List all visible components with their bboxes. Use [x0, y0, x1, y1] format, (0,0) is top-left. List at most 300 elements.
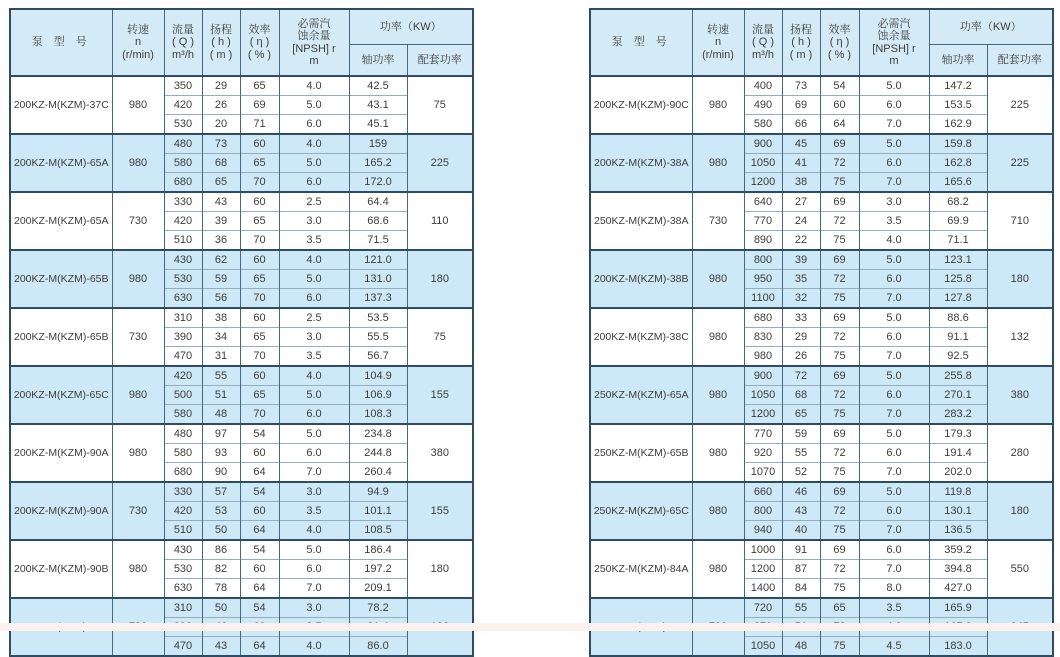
flow-cell: 1200: [744, 560, 782, 579]
flow-cell: 430: [164, 250, 202, 270]
shaft-power-cell: 55.5: [349, 328, 407, 347]
npsh-cell: 6.0: [279, 560, 349, 579]
shaft-power-cell: 255.8: [929, 366, 987, 386]
npsh-cell: 5.0: [279, 386, 349, 405]
head-cell: 24: [782, 212, 820, 231]
head-cell: 55: [782, 598, 820, 618]
table-body: [10, 76, 473, 656]
speed-cell: 730: [112, 192, 164, 250]
table-row: [590, 308, 1053, 328]
npsh-cell: 6.0: [279, 405, 349, 425]
speed-cell: 980: [692, 134, 744, 192]
head-cell: 78: [202, 579, 240, 599]
eff-cell: 70: [240, 405, 279, 425]
flow-cell: 680: [164, 463, 202, 483]
shaft-power-cell: 427.0: [929, 579, 987, 599]
head-cell: 26: [782, 347, 820, 367]
speed-cell: 730: [112, 482, 164, 540]
header-speed: 转速 n (r/min): [112, 9, 164, 76]
flow-cell: 800: [744, 250, 782, 270]
shaft-power-cell: 162.8: [929, 154, 987, 173]
model-cell: 200KZ-M(KZM)-90C: [590, 76, 692, 134]
head-cell: 46: [782, 482, 820, 502]
shaft-power-cell: 68.6: [349, 212, 407, 231]
header-shaft-power: 轴功率: [929, 45, 987, 77]
header-npsh: 必需汽 蚀余量 [NPSH] r m: [859, 9, 929, 76]
shaft-power-cell: 45.1: [349, 115, 407, 135]
shaft-power-cell: 202.0: [929, 463, 987, 483]
head-cell: 53: [202, 502, 240, 521]
flow-cell: 530: [164, 270, 202, 289]
npsh-cell: 7.0: [859, 560, 929, 579]
npsh-cell: 4.0: [279, 521, 349, 541]
model-cell: 200KZ-M(KZM)-90A: [10, 482, 112, 540]
npsh-cell: 6.0: [859, 328, 929, 347]
npsh-cell: 3.5: [859, 598, 929, 618]
head-cell: 65: [782, 405, 820, 425]
shaft-power-cell: 69.9: [929, 212, 987, 231]
head-cell: 73: [782, 76, 820, 96]
npsh-cell: 7.0: [279, 463, 349, 483]
pump-spec-table-left: [9, 8, 474, 657]
shaft-power-cell: 119.8: [929, 482, 987, 502]
head-cell: 56: [202, 289, 240, 309]
header-npsh: 必需汽 蚀余量 [NPSH] r m: [279, 9, 349, 76]
motor-power-cell: 180: [987, 250, 1053, 308]
pump-table: [9, 8, 474, 657]
model-cell: 250KZ-M(KZM)-65B: [590, 424, 692, 482]
flow-cell: 950: [744, 270, 782, 289]
shaft-power-cell: 104.9: [349, 366, 407, 386]
model-cell: 200KZ-M(KZM)-38C: [590, 308, 692, 366]
shaft-power-cell: 71.1: [929, 231, 987, 251]
flow-cell: 830: [744, 328, 782, 347]
shaft-power-cell: 260.4: [349, 463, 407, 483]
head-cell: 87: [782, 560, 820, 579]
shaft-power-cell: 165.2: [349, 154, 407, 173]
npsh-cell: 7.0: [859, 521, 929, 541]
eff-cell: 60: [240, 192, 279, 212]
eff-cell: 65: [240, 212, 279, 231]
shaft-power-cell: 137.3: [349, 289, 407, 309]
eff-cell: 69: [820, 134, 859, 154]
npsh-cell: 3.0: [859, 192, 929, 212]
npsh-cell: 5.0: [859, 134, 929, 154]
npsh-cell: 5.0: [279, 96, 349, 115]
model-cell: 250KZ-M(KZM)-65C: [590, 482, 692, 540]
shaft-power-cell: 136.5: [929, 521, 987, 541]
flow-cell: 500: [164, 386, 202, 405]
model-cell: 200KZ-M(KZM)-90B: [10, 540, 112, 598]
npsh-cell: 3.5: [279, 231, 349, 251]
eff-cell: 75: [820, 637, 859, 657]
flow-cell: 420: [164, 96, 202, 115]
head-cell: 38: [202, 308, 240, 328]
flow-cell: 900: [744, 366, 782, 386]
npsh-cell: 6.0: [859, 540, 929, 560]
speed-cell: 730: [692, 192, 744, 250]
flow-cell: 980: [744, 347, 782, 367]
head-cell: 55: [202, 366, 240, 386]
eff-cell: 54: [820, 76, 859, 96]
eff-cell: 64: [240, 637, 279, 657]
eff-cell: 75: [820, 405, 859, 425]
shaft-power-cell: 94.9: [349, 482, 407, 502]
head-cell: 59: [202, 270, 240, 289]
motor-power-cell: 180: [407, 540, 473, 598]
motor-power-cell: 225: [987, 76, 1053, 134]
shaft-power-cell: 165.6: [929, 173, 987, 193]
flow-cell: 680: [744, 308, 782, 328]
npsh-cell: 5.0: [279, 540, 349, 560]
eff-cell: 65: [240, 154, 279, 173]
header-head: 扬程 ( h ) ( m ): [782, 9, 820, 76]
shaft-power-cell: 71.5: [349, 231, 407, 251]
head-cell: 69: [782, 96, 820, 115]
head-cell: 29: [782, 328, 820, 347]
eff-cell: 69: [820, 250, 859, 270]
npsh-cell: 7.0: [859, 115, 929, 135]
shaft-power-cell: 125.8: [929, 270, 987, 289]
eff-cell: 60: [240, 502, 279, 521]
flow-cell: 770: [744, 212, 782, 231]
npsh-cell: 5.0: [859, 250, 929, 270]
table-row: [590, 540, 1053, 560]
eff-cell: 69: [820, 482, 859, 502]
flow-cell: 1050: [744, 637, 782, 657]
head-cell: 97: [202, 424, 240, 444]
eff-cell: 72: [820, 154, 859, 173]
header-power-group: 功率（KW）: [349, 9, 473, 45]
shaft-power-cell: 127.8: [929, 289, 987, 309]
flow-cell: 1050: [744, 154, 782, 173]
shaft-power-cell: 183.0: [929, 637, 987, 657]
flow-cell: 400: [744, 76, 782, 96]
eff-cell: 72: [820, 270, 859, 289]
head-cell: 91: [782, 540, 820, 560]
motor-power-cell: 280: [987, 424, 1053, 482]
model-cell: 200KZ-M(KZM)-90A: [10, 424, 112, 482]
head-cell: 35: [782, 270, 820, 289]
pump-table: [589, 8, 1054, 657]
npsh-cell: 4.0: [279, 250, 349, 270]
shaft-power-cell: 179.3: [929, 424, 987, 444]
eff-cell: 65: [240, 386, 279, 405]
flow-cell: 530: [164, 560, 202, 579]
table-row: [590, 482, 1053, 502]
speed-cell: 980: [692, 540, 744, 598]
flow-cell: 330: [164, 482, 202, 502]
eff-cell: 70: [240, 289, 279, 309]
header-flow: 流量 ( Q ) m³/h: [744, 9, 782, 76]
flow-cell: 580: [164, 444, 202, 463]
head-cell: 66: [782, 115, 820, 135]
flow-cell: 420: [164, 502, 202, 521]
head-cell: 43: [782, 502, 820, 521]
eff-cell: 65: [240, 328, 279, 347]
shaft-power-cell: 394.8: [929, 560, 987, 579]
flow-cell: 510: [164, 231, 202, 251]
table-row: [590, 424, 1053, 444]
eff-cell: 60: [240, 308, 279, 328]
shaft-power-cell: 68.2: [929, 192, 987, 212]
motor-power-cell: 75: [407, 76, 473, 134]
flow-cell: 1200: [744, 173, 782, 193]
shaft-power-cell: 86.0: [349, 637, 407, 657]
flow-cell: 510: [164, 521, 202, 541]
head-cell: 51: [202, 386, 240, 405]
flow-cell: 680: [164, 173, 202, 193]
eff-cell: 54: [240, 482, 279, 502]
model-cell: 200KZ-M(KZM)-38B: [590, 250, 692, 308]
table-row: [10, 308, 473, 328]
shaft-power-cell: 130.1: [929, 502, 987, 521]
flow-cell: 580: [164, 405, 202, 425]
head-cell: 27: [782, 192, 820, 212]
speed-cell: 980: [692, 424, 744, 482]
table-row: [10, 76, 473, 96]
head-cell: 65: [202, 173, 240, 193]
head-cell: 93: [202, 444, 240, 463]
eff-cell: 70: [240, 231, 279, 251]
npsh-cell: 2.5: [279, 308, 349, 328]
eff-cell: 72: [820, 444, 859, 463]
eff-cell: 54: [240, 424, 279, 444]
head-cell: 59: [782, 424, 820, 444]
shaft-power-cell: 101.1: [349, 502, 407, 521]
motor-power-cell: 155: [407, 482, 473, 540]
flow-cell: 350: [164, 76, 202, 96]
motor-power-cell: 225: [987, 134, 1053, 192]
npsh-cell: 5.0: [279, 154, 349, 173]
speed-cell: 980: [112, 540, 164, 598]
header-model: 泵 型 号: [590, 9, 692, 76]
head-cell: 38: [782, 173, 820, 193]
npsh-cell: 7.0: [859, 405, 929, 425]
eff-cell: 75: [820, 579, 859, 599]
table-header: [10, 9, 473, 76]
speed-cell: 980: [692, 366, 744, 424]
eff-cell: 75: [820, 173, 859, 193]
head-cell: 73: [202, 134, 240, 154]
eff-cell: 60: [240, 560, 279, 579]
table-header: [590, 9, 1053, 76]
head-cell: 50: [202, 521, 240, 541]
npsh-cell: 5.0: [279, 424, 349, 444]
shaft-power-cell: 106.9: [349, 386, 407, 405]
header-motor-power: 配套功率: [407, 45, 473, 77]
head-cell: 29: [202, 76, 240, 96]
shaft-power-cell: 209.1: [349, 579, 407, 599]
npsh-cell: 7.0: [859, 173, 929, 193]
flow-cell: 470: [164, 347, 202, 367]
eff-cell: 60: [240, 250, 279, 270]
npsh-cell: 5.0: [859, 424, 929, 444]
npsh-cell: 7.0: [859, 347, 929, 367]
eff-cell: 75: [820, 463, 859, 483]
head-cell: 48: [782, 637, 820, 657]
shaft-power-cell: 147.2: [929, 76, 987, 96]
pump-spec-table-right: [589, 8, 1054, 657]
shaft-power-cell: 92.5: [929, 347, 987, 367]
npsh-cell: 6.0: [859, 386, 929, 405]
motor-power-cell: 225: [407, 134, 473, 192]
flow-cell: 430: [164, 540, 202, 560]
shaft-power-cell: 244.8: [349, 444, 407, 463]
model-cell: 200KZ-M(KZM)-65A: [10, 192, 112, 250]
eff-cell: 72: [820, 502, 859, 521]
head-cell: 68: [202, 154, 240, 173]
npsh-cell: 6.0: [859, 502, 929, 521]
npsh-cell: 4.0: [279, 637, 349, 657]
eff-cell: 69: [820, 308, 859, 328]
npsh-cell: 5.0: [859, 482, 929, 502]
speed-cell: 980: [112, 76, 164, 134]
npsh-cell: 3.0: [279, 328, 349, 347]
table-row: [10, 482, 473, 502]
table-row: [10, 192, 473, 212]
head-cell: 40: [782, 521, 820, 541]
npsh-cell: 4.0: [859, 231, 929, 251]
flow-cell: 1070: [744, 463, 782, 483]
speed-cell: 980: [112, 424, 164, 482]
eff-cell: 75: [820, 521, 859, 541]
flow-cell: 1200: [744, 405, 782, 425]
eff-cell: 69: [820, 192, 859, 212]
flow-cell: 920: [744, 444, 782, 463]
speed-cell: 980: [692, 76, 744, 134]
head-cell: 90: [202, 463, 240, 483]
npsh-cell: 3.0: [279, 598, 349, 618]
eff-cell: 71: [240, 115, 279, 135]
head-cell: 34: [202, 328, 240, 347]
flow-cell: 630: [164, 579, 202, 599]
flow-cell: 480: [164, 424, 202, 444]
header-model: 泵 型 号: [10, 9, 112, 76]
eff-cell: 60: [240, 444, 279, 463]
shaft-power-cell: 159: [349, 134, 407, 154]
flow-cell: 900: [744, 134, 782, 154]
head-cell: 36: [202, 231, 240, 251]
npsh-cell: 6.0: [859, 96, 929, 115]
eff-cell: 70: [240, 347, 279, 367]
npsh-cell: 6.0: [859, 444, 929, 463]
eff-cell: 72: [820, 560, 859, 579]
shaft-power-cell: 159.8: [929, 134, 987, 154]
flow-cell: 580: [744, 115, 782, 135]
eff-cell: 65: [240, 76, 279, 96]
eff-cell: 75: [820, 289, 859, 309]
shaft-power-cell: 64.4: [349, 192, 407, 212]
shaft-power-cell: 283.2: [929, 405, 987, 425]
header-flow: 流量 ( Q ) m³/h: [164, 9, 202, 76]
flow-cell: 630: [164, 289, 202, 309]
shaft-power-cell: 270.1: [929, 386, 987, 405]
shaft-power-cell: 42.5: [349, 76, 407, 96]
speed-cell: 980: [692, 482, 744, 540]
npsh-cell: 6.0: [279, 115, 349, 135]
npsh-cell: 4.0: [279, 76, 349, 96]
flow-cell: 720: [744, 598, 782, 618]
table-row: [10, 250, 473, 270]
flow-cell: 420: [164, 366, 202, 386]
speed-cell: 980: [112, 134, 164, 192]
motor-power-cell: 710: [987, 192, 1053, 250]
shaft-power-cell: 121.0: [349, 250, 407, 270]
header-efficiency: 效率 ( η ) ( % ): [240, 9, 279, 76]
eff-cell: 72: [820, 386, 859, 405]
eff-cell: 65: [240, 270, 279, 289]
speed-cell: 730: [112, 308, 164, 366]
motor-power-cell: 380: [987, 366, 1053, 424]
npsh-cell: 3.5: [859, 212, 929, 231]
flow-cell: 640: [744, 192, 782, 212]
head-cell: 26: [202, 96, 240, 115]
head-cell: 82: [202, 560, 240, 579]
flow-cell: 490: [744, 96, 782, 115]
eff-cell: 60: [820, 96, 859, 115]
npsh-cell: 4.5: [859, 637, 929, 657]
table-row: [10, 134, 473, 154]
eff-cell: 69: [240, 96, 279, 115]
shaft-power-cell: 56.7: [349, 347, 407, 367]
flow-cell: 330: [164, 192, 202, 212]
header-shaft-power: 轴功率: [349, 45, 407, 77]
eff-cell: 64: [820, 115, 859, 135]
head-cell: 39: [202, 212, 240, 231]
shaft-power-cell: 165.9: [929, 598, 987, 618]
model-cell: 250KZ-M(KZM)-38A: [590, 192, 692, 250]
head-cell: 43: [202, 192, 240, 212]
head-cell: 84: [782, 579, 820, 599]
shaft-power-cell: 91.1: [929, 328, 987, 347]
head-cell: 72: [782, 366, 820, 386]
head-cell: 41: [782, 154, 820, 173]
table-row: [590, 250, 1053, 270]
head-cell: 52: [782, 463, 820, 483]
model-cell: 250KZ-M(KZM)-84A: [590, 540, 692, 598]
head-cell: 48: [202, 405, 240, 425]
npsh-cell: 2.5: [279, 192, 349, 212]
shaft-power-cell: 53.5: [349, 308, 407, 328]
motor-power-cell: 110: [407, 192, 473, 250]
flow-cell: 1050: [744, 386, 782, 405]
eff-cell: 64: [240, 579, 279, 599]
model-cell: 200KZ-M(KZM)-65B: [10, 250, 112, 308]
shaft-power-cell: 108.3: [349, 405, 407, 425]
flow-cell: 1000: [744, 540, 782, 560]
npsh-cell: 5.0: [279, 270, 349, 289]
table-row: [10, 598, 473, 618]
motor-power-cell: 155: [407, 366, 473, 424]
head-cell: 20: [202, 115, 240, 135]
table-row: [10, 540, 473, 560]
eff-cell: 64: [240, 463, 279, 483]
flow-cell: 890: [744, 231, 782, 251]
flow-cell: 420: [164, 212, 202, 231]
head-cell: 39: [782, 250, 820, 270]
flow-cell: 660: [744, 482, 782, 502]
npsh-cell: 3.0: [279, 212, 349, 231]
speed-cell: 980: [112, 250, 164, 308]
eff-cell: 69: [820, 366, 859, 386]
table-row: [590, 366, 1053, 386]
flow-cell: 800: [744, 502, 782, 521]
head-cell: 68: [782, 386, 820, 405]
model-cell: 200KZ-M(KZM)-65A: [10, 134, 112, 192]
model-cell: 200KZ-M(KZM)-65B: [10, 308, 112, 366]
table-row: [10, 424, 473, 444]
